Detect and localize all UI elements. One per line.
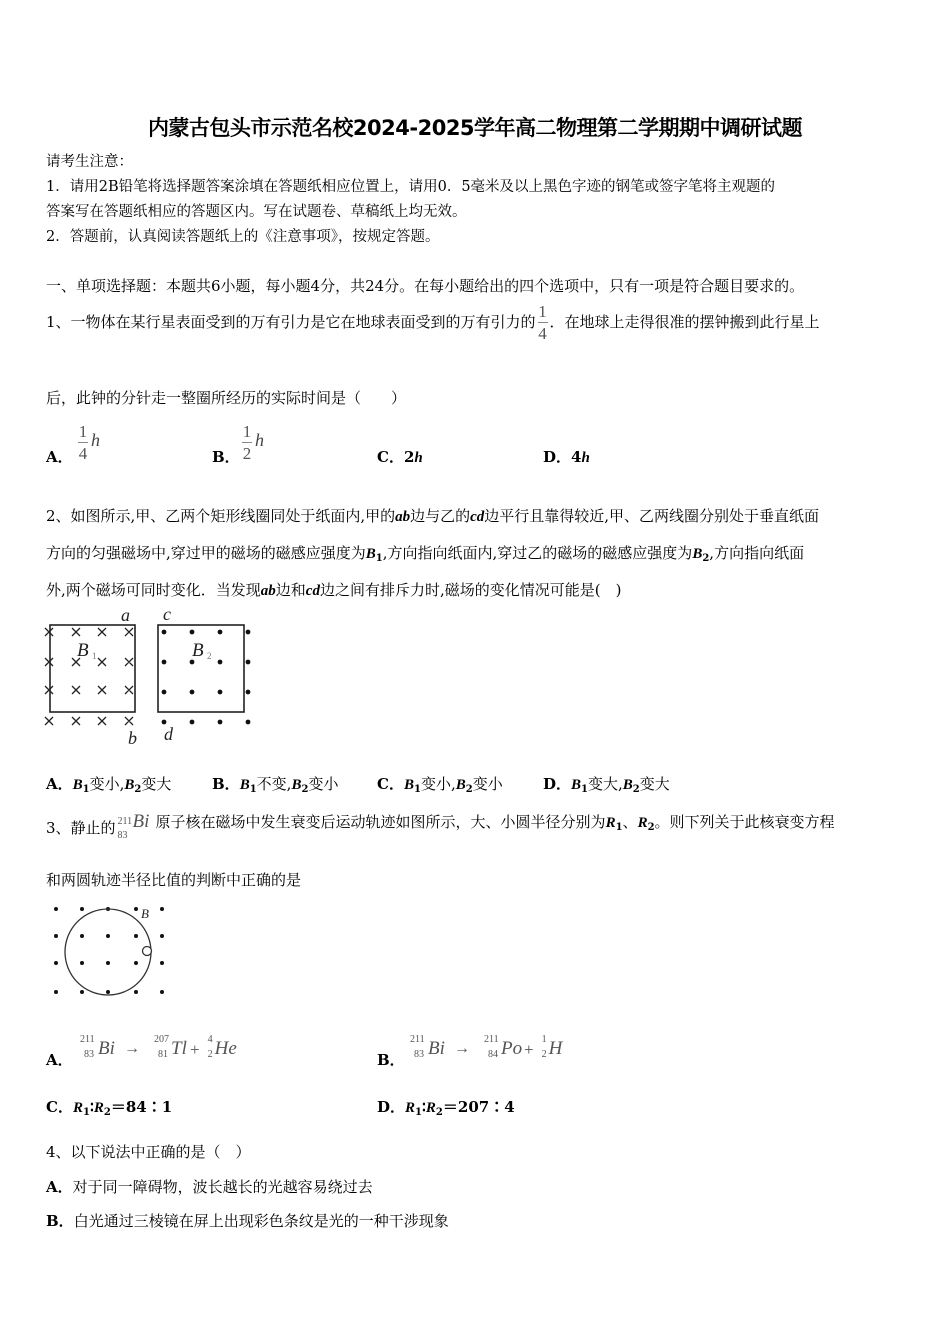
q1-option-b-fraction	[242, 422, 252, 463]
mass-number: 211	[80, 1034, 95, 1045]
question-4-stem: 4、以下说法中正确的是（ ）	[46, 1143, 251, 1161]
element-symbol: Po	[501, 1038, 523, 1059]
text: 方向的匀强磁场中,穿过甲的磁场的磁感应强度为	[46, 544, 366, 562]
label-b: B	[141, 906, 149, 921]
var-ab: ab	[260, 583, 276, 599]
mass-number: 211	[484, 1034, 499, 1045]
option-label: A．	[46, 775, 73, 793]
plus-sign: +	[524, 1040, 534, 1059]
fraction-numerator: 1	[538, 301, 547, 321]
question-3-stem-line2: 和两圆轨迹半径比值的判断中正确的是	[46, 871, 302, 889]
text: 边之间有排斥力时,磁场的变化情况可能是( )	[319, 581, 622, 599]
decay-track-figure	[44, 898, 174, 1002]
element-symbol: Bi	[98, 1038, 115, 1059]
fraction-denominator: 2	[242, 444, 252, 463]
question-1-stem-line2: 后，此钟的分针走一整圈所经历的实际时间是（ ）	[46, 389, 407, 407]
option-text: 变大	[141, 775, 172, 793]
option-text: 对于同一障碍物，波长越长的光越容易绕过去	[72, 1178, 373, 1196]
q4-option-a	[46, 1177, 373, 1197]
q2-option-c: C．$B_1$变小$,B_2$变小	[377, 775, 503, 795]
fraction-numerator: 1	[242, 422, 252, 441]
arrow-icon: →	[124, 1040, 140, 1057]
text: 原子核在磁场中发生衰变后运动轨迹如图所示，大、小圆半径分别为	[155, 813, 606, 831]
large-track-circle	[65, 909, 151, 995]
ratio-text: ＝207∶4	[442, 1098, 515, 1116]
atomic-number: 84	[488, 1049, 498, 1060]
q2-option-b: B．$B_1$不变$,B_2$变小	[212, 775, 339, 795]
field-into-page-crosses	[45, 628, 133, 725]
option-value: 2	[403, 448, 415, 466]
mass-number: 4	[207, 1034, 213, 1045]
option-text: 变小	[308, 775, 339, 793]
unit-h: h	[581, 450, 590, 466]
mass-number: 211	[117, 816, 133, 827]
fraction-denominator: 4	[78, 444, 88, 463]
section-header: 一、单项选择题：本题共6小题，每小题4分，共24分。在每小题给出的四个选项中，只有一项是符合题目要求的。	[46, 277, 805, 295]
option-text: 变大,	[588, 775, 623, 793]
option-label: B．	[212, 775, 240, 793]
text: ,方向指向纸面内,穿过乙的磁场的磁感应强度为	[382, 544, 693, 562]
fraction-numerator: 1	[78, 422, 88, 441]
q1-option-c	[377, 447, 423, 468]
label-d: d	[164, 724, 173, 744]
option-label: C．	[377, 775, 404, 793]
q1-option-a-label: A．	[46, 448, 73, 466]
nuclide-bi-211	[118, 812, 154, 844]
var-ab: ab	[395, 509, 411, 525]
fraction-denominator: 4	[538, 323, 547, 343]
atomic-number: 83	[414, 1049, 424, 1060]
fraction-bar	[242, 442, 252, 443]
small-track-circle	[143, 947, 152, 956]
q1-option-b-label: B．	[212, 448, 240, 466]
atomic-number: 83	[117, 830, 128, 841]
question-1-stem	[46, 300, 820, 344]
element-symbol: Tl	[171, 1038, 187, 1059]
text: 外,两个磁场可同时变化．当发现	[46, 581, 261, 599]
text: 边和	[275, 581, 306, 599]
mass-number: 1	[541, 1034, 547, 1045]
notice-item-2: 2．答题前，认真阅读答题纸上的《注意事项》，按规定答题。	[46, 229, 440, 245]
notice-item-1-line2: 答案写在答题纸相应的答题区内。写在试题卷、草稿纸上均无效。	[46, 204, 467, 220]
option-label: D．	[377, 1098, 406, 1116]
option-text: 变小,	[89, 775, 125, 793]
option-text: 不变,	[256, 775, 292, 793]
unit-h: h	[414, 450, 423, 466]
q1-fraction	[538, 302, 548, 343]
option-label: C．	[46, 1098, 73, 1116]
q3-option-b-label: B．	[377, 1051, 405, 1069]
coil-jia	[50, 625, 135, 712]
text: 。则下列关于此核衰变方程	[654, 813, 835, 831]
mass-number: 207	[154, 1034, 169, 1045]
element-symbol: H	[548, 1038, 563, 1059]
mass-number: 211	[410, 1034, 425, 1045]
question-3-stem-line1	[46, 808, 835, 844]
option-label: D．	[543, 448, 572, 466]
exam-title: 内蒙古包头市示范名校2024-2025学年高二物理第二学期期中调研试题	[147, 116, 803, 140]
fraction-bar	[538, 322, 548, 323]
var-b2: B	[692, 546, 703, 562]
question-2-stem-line2	[46, 543, 804, 569]
unit-h: h	[91, 430, 100, 450]
q3-option-a-equation	[80, 1034, 240, 1064]
label-b1-subscript: 1	[92, 651, 97, 661]
option-label: A．	[46, 1178, 73, 1196]
notice-heading: 请考生注意：	[46, 154, 133, 170]
option-value: 4	[571, 448, 582, 466]
text: 边与乙的	[410, 507, 471, 525]
fraction-bar	[78, 442, 88, 443]
q1-option-a-fraction	[78, 422, 88, 463]
element-symbol: He	[214, 1038, 237, 1059]
atomic-number: 2	[541, 1049, 547, 1060]
text: 边平行且靠得较近,甲、乙两线圈分别处于垂直纸面	[484, 507, 820, 525]
text: 2、如图所示,甲、乙两个矩形线圈同处于纸面内,甲的	[46, 507, 396, 525]
var-cd: cd	[305, 583, 320, 599]
colon: ∶	[422, 1098, 426, 1116]
question-2-stem-line3	[46, 580, 621, 601]
option-text: 变大	[639, 775, 670, 793]
q3-option-b-equation	[410, 1034, 564, 1064]
q3-option-a-label: A．	[46, 1051, 73, 1069]
text: ,方向指向纸面	[709, 544, 805, 562]
unit-h: h	[255, 430, 264, 450]
atomic-number: 2	[207, 1049, 213, 1060]
q2-option-d: D．$B_1$变大$,B_2$变大	[543, 775, 670, 795]
q1-option-d	[543, 447, 590, 468]
nuclide	[540, 1034, 564, 1064]
plus-sign: +	[190, 1040, 200, 1059]
text-wrap: 原子核在磁场中发生衰变后运动轨迹如图所示，大、小圆半径分别为$R_1$、$R_2$。则下列关于此核衰变方程	[155, 813, 835, 833]
label-b: b	[128, 728, 137, 746]
q1-stem-text-a: 1、一物体在某行星表面受到的万有引力是它在地球表面受到的万有引力的	[46, 313, 536, 331]
option-label: D．	[543, 775, 572, 793]
nuclide	[154, 1034, 188, 1064]
option-label: B．	[46, 1212, 74, 1230]
ratio-text: ＝84∶1	[110, 1098, 173, 1116]
arrow-icon: →	[454, 1040, 470, 1057]
var-cd: cd	[470, 509, 485, 525]
element-symbol: Bi	[132, 811, 150, 832]
q1-option-a	[78, 422, 100, 463]
label-a: a	[121, 605, 130, 625]
nuclide	[484, 1034, 522, 1064]
question-2-stem-line1	[46, 506, 819, 527]
option-text: 变小,	[420, 775, 456, 793]
option-text: 变小	[472, 775, 503, 793]
colon: ∶	[89, 1098, 94, 1116]
q3-option-c: C．$R_1∶R_2=84∶1$	[46, 1098, 173, 1118]
subscript: 2	[702, 553, 710, 564]
coil-yi	[158, 625, 244, 712]
option-label: C．	[377, 448, 404, 466]
text: 3、静止的	[46, 819, 116, 837]
nuclide	[206, 1034, 240, 1064]
atomic-number: 81	[158, 1049, 168, 1060]
element-symbol: Bi	[428, 1038, 445, 1059]
q1-option-b	[242, 422, 264, 463]
label-b2: B	[192, 640, 204, 661]
var-b1: B	[365, 546, 376, 562]
nuclide	[410, 1034, 450, 1064]
label-b2-subscript: 2	[207, 651, 212, 661]
notice-item-1-line1: 1．请用2B铅笔将选择题答案涂填在答题纸相应位置上，请用0．5毫米及以上黑色字迹的钢笔或签字笔将主观题的	[46, 179, 776, 195]
q2-option-a: A．$B_1$变小$,B_2$变大	[46, 775, 172, 795]
label-c: c	[163, 604, 171, 624]
q4-option-b	[46, 1211, 449, 1231]
q3-option-d: D．$R_1∶R_2=207∶4$	[377, 1098, 515, 1118]
subscript: 1	[375, 553, 383, 564]
field-out-of-page-dots	[162, 630, 251, 725]
coils-magnetic-field-figure	[40, 604, 265, 746]
option-text: 白光通过三棱镜在屏上出现彩色条纹是光的一种干涉现象	[73, 1212, 449, 1230]
nuclide	[80, 1034, 120, 1064]
atomic-number: 83	[84, 1049, 94, 1060]
label-b1: B	[77, 640, 89, 661]
q1-stem-text-b: ．在地球上走得很准的摆钟搬到此行星上	[549, 313, 820, 331]
